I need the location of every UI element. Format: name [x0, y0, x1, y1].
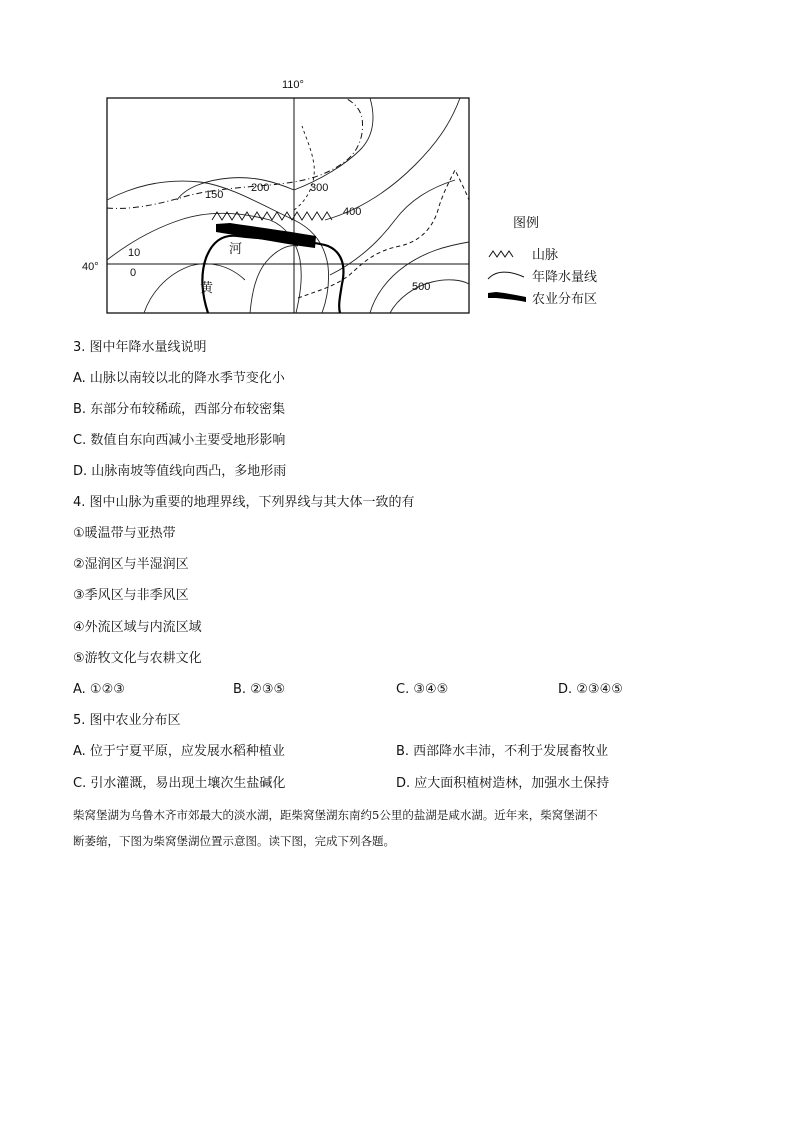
- isohyet-line: [330, 180, 455, 275]
- legend-label-isohyet: 年降水量线: [532, 270, 598, 285]
- isohyet-label: 200: [251, 182, 270, 194]
- reading-passage: [73, 802, 723, 854]
- latitude-label: 40°: [82, 261, 99, 273]
- isohyet-line: [294, 98, 373, 190]
- question-5-stem: 5. 图中农业分布区: [73, 713, 181, 728]
- isohyet-label: 10: [128, 247, 141, 259]
- question-3-option-c[interactable]: C. 数值自东向西减小主要受地形影响: [73, 433, 286, 448]
- question-4-option-b[interactable]: B. ②③⑤: [233, 682, 286, 697]
- isohyet-line: [177, 178, 294, 200]
- passage-line-1: 柴窝堡湖为乌鲁木齐市郊最大的淡水湖，距柴窝堡湖东南约5公里的盐湖是咸水湖。近年来，柴窝堡湖不: [73, 808, 598, 822]
- isohyet-label: 400: [343, 206, 362, 218]
- isohyet-line: [370, 242, 469, 313]
- question-4-item-3: ③季风区与非季风区: [73, 588, 189, 603]
- legend-item-agri: [486, 288, 646, 308]
- province-boundary: [294, 126, 314, 210]
- legend-title: 图例: [513, 216, 540, 231]
- question-4-stem: 4. 图中山脉为重要的地理界线，下列界线与其大体一致的有: [73, 495, 415, 510]
- isohyet-line-icon: [486, 268, 526, 282]
- question-4-item-2: ②湿润区与半湿润区: [73, 557, 189, 572]
- question-5-option-b[interactable]: B. 西部降水丰沛，不利于发展畜牧业: [396, 744, 609, 759]
- isohyet-line: [144, 264, 245, 313]
- isohyet-line: [325, 98, 460, 220]
- question-4-item-5: ⑤游牧文化与农耕文化: [73, 651, 202, 666]
- mountain-icon: [486, 246, 522, 260]
- legend-item-isohyet: [486, 266, 646, 286]
- question-5-option-c[interactable]: C. 引水灌溉，易出现土壤次生盐碱化: [73, 776, 286, 791]
- legend-label-agri: 农业分布区: [532, 292, 598, 307]
- passage-line-2: 断萎缩，下图为柴窝堡湖位置示意图。读下图，完成下列各题。: [73, 834, 395, 848]
- question-3-option-b[interactable]: B. 东部分布较稀疏，西部分布较密集: [73, 402, 286, 417]
- question-5-option-d[interactable]: D. 应大面积植树造林，加强水土保持: [396, 776, 610, 791]
- precipitation-map: [70, 70, 480, 320]
- question-4-item-4: ④外流区域与内流区域: [73, 620, 202, 635]
- question-5-option-a[interactable]: A. 位于宁夏平原，应发展水稻种植业: [73, 744, 285, 759]
- legend-item-mountain: [486, 244, 646, 264]
- river-char-huang: 黄: [200, 281, 214, 296]
- isohyet-label: 150: [205, 189, 224, 201]
- question-4-option-d[interactable]: D. ②③④⑤: [558, 682, 623, 697]
- question-4-option-c[interactable]: C. ③④⑤: [396, 682, 449, 697]
- river-char-he: 河: [229, 242, 243, 257]
- isohyet-label: 300: [310, 182, 329, 194]
- question-4-item-1: ①暖温带与亚热带: [73, 526, 176, 541]
- isohyet-line: [250, 246, 298, 313]
- agri-area-icon: [486, 290, 528, 304]
- isohyet-label: 0: [130, 267, 137, 279]
- question-3-option-d[interactable]: D. 山脉南坡等值线向西凸，多地形雨: [73, 464, 287, 479]
- legend-label-mountain: 山脉: [532, 248, 559, 263]
- question-4-option-a[interactable]: A. ①②③: [73, 682, 125, 697]
- isohyet-label: 500: [412, 281, 431, 293]
- longitude-label: 110°: [282, 79, 304, 91]
- question-3-option-a[interactable]: A. 山脉以南较以北的降水季节变化小: [73, 371, 285, 386]
- question-3-stem: 3. 图中年降水量线说明: [73, 340, 207, 355]
